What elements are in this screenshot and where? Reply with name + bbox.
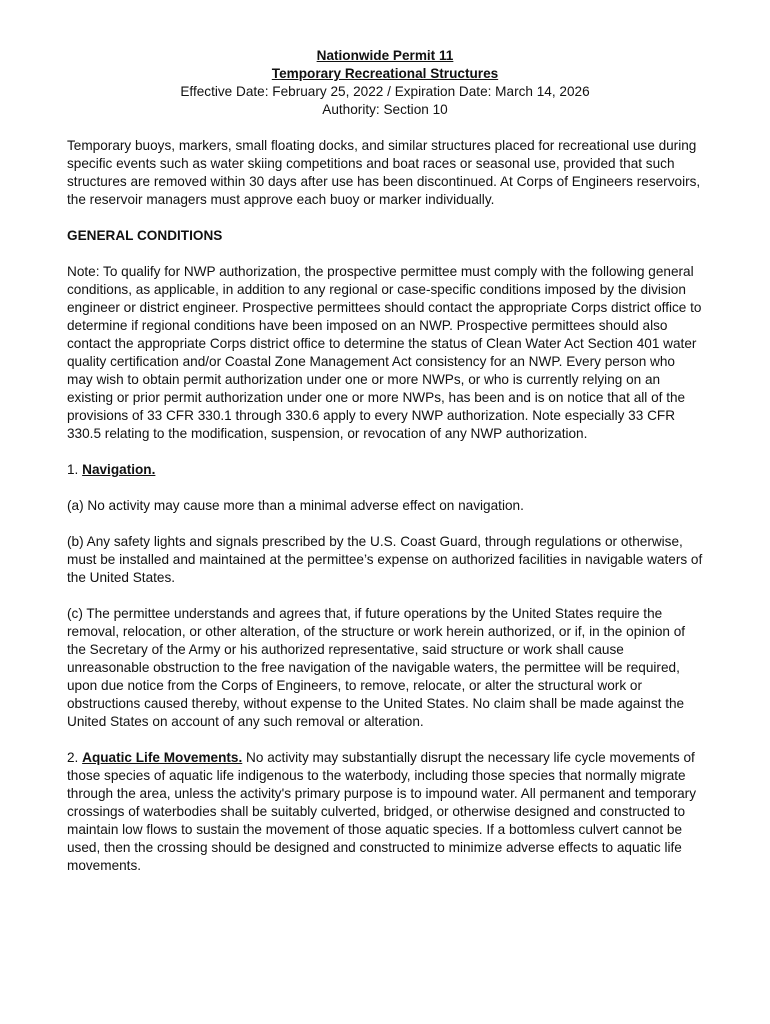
general-conditions-note: Note: To qualify for NWP authorization, the prospective permittee must comply with the following general conditions, as applicable, in addition to any regional or case-specific conditions imposed by the division engineer or district engineer. Prospective permittees should contact the appropriate Corps district office to determine if regional conditions have been imposed on an NWP. Prospective permittees should also contact the appropriate Corps district office to determine the status of Clean Water Act Section 401 water quality certification and/or Coastal Zone Management Act consistency for an NWP. Every person who may wish to obtain permit authorization under one or more NWPs, or who is currently relying on an existing or prior permit authorization under one or more NWPs, has been and is on notice that all of the provisions of 33 CFR 330.1 through 330.6 apply to every NWP authorization. Note especially 33 CFR 330.5 relating to the modification, suspension, or revocation of any NWP authorization. bbox=[67, 264, 702, 441]
section-1-heading bbox=[67, 461, 703, 479]
authority-line: Authority: Section 10 bbox=[322, 102, 448, 117]
section-2-title: Aquatic Life Movements. bbox=[82, 750, 243, 765]
section-1-number: 1. bbox=[67, 462, 83, 477]
section-2-body: No activity may substantially disrupt the necessary life cycle movements of those species of aquatic life indigenous to the waterbody, including those species that normally migrate through the area, unless the activity's primary purpose is to impound water. All permanent and temporary crossings of waterbodies shall be suitably culverted, bridged, or otherwise designed and constructed to maintain low flows to sustain the movement of those aquatic species. If a bottomless culvert cannot be used, then the crossing should be designed and constructed to minimize adverse effects to aquatic life movements. bbox=[67, 750, 696, 873]
document-title: Nationwide Permit 11 bbox=[316, 48, 454, 63]
effective-dates: Effective Date: February 25, 2022 / Expiration Date: March 14, 2026 bbox=[180, 84, 590, 99]
section-1a: (a) No activity may cause more than a minimal adverse effect on navigation. bbox=[67, 498, 524, 513]
section-2 bbox=[67, 749, 703, 875]
general-conditions-heading: GENERAL CONDITIONS bbox=[67, 228, 223, 243]
section-1b: (b) Any safety lights and signals prescribed by the U.S. Coast Guard, through regulations or otherwise, must be installed and maintained at the permittee’s expense on authorized facilities in navigable waters of the United States. bbox=[67, 534, 703, 585]
document-page bbox=[67, 47, 703, 893]
document-subtitle: Temporary Recreational Structures bbox=[271, 66, 499, 81]
intro-paragraph: Temporary buoys, markers, small floating docks, and similar structures placed for recreational use during specific events such as water skiing competitions and boat races or seasonal use, provided that such structures are removed within 30 days after use has been discontinued. At Corps of Engineers reservoirs, the reservoir managers must approve each buoy or marker individually. bbox=[67, 138, 701, 207]
section-1-title: Navigation. bbox=[82, 462, 156, 477]
section-1c: (c) The permittee understands and agrees that, if future operations by the United States require the removal, relocation, or other alteration, of the structure or work herein authorized, or if, in the opinion of the Secretary of the Army or his authorized representative, said structure or work shall cause unreasonable obstruction to the free navigation of the navigable waters, the permittee will be required, upon due notice from the Corps of Engineers, to remove, relocate, or alter the structural work or obstructions caused thereby, without expense to the United States. No claim shall be made against the United States on account of any such removal or alteration. bbox=[67, 606, 686, 729]
section-2-number: 2. bbox=[67, 750, 83, 765]
document-header bbox=[67, 47, 703, 119]
